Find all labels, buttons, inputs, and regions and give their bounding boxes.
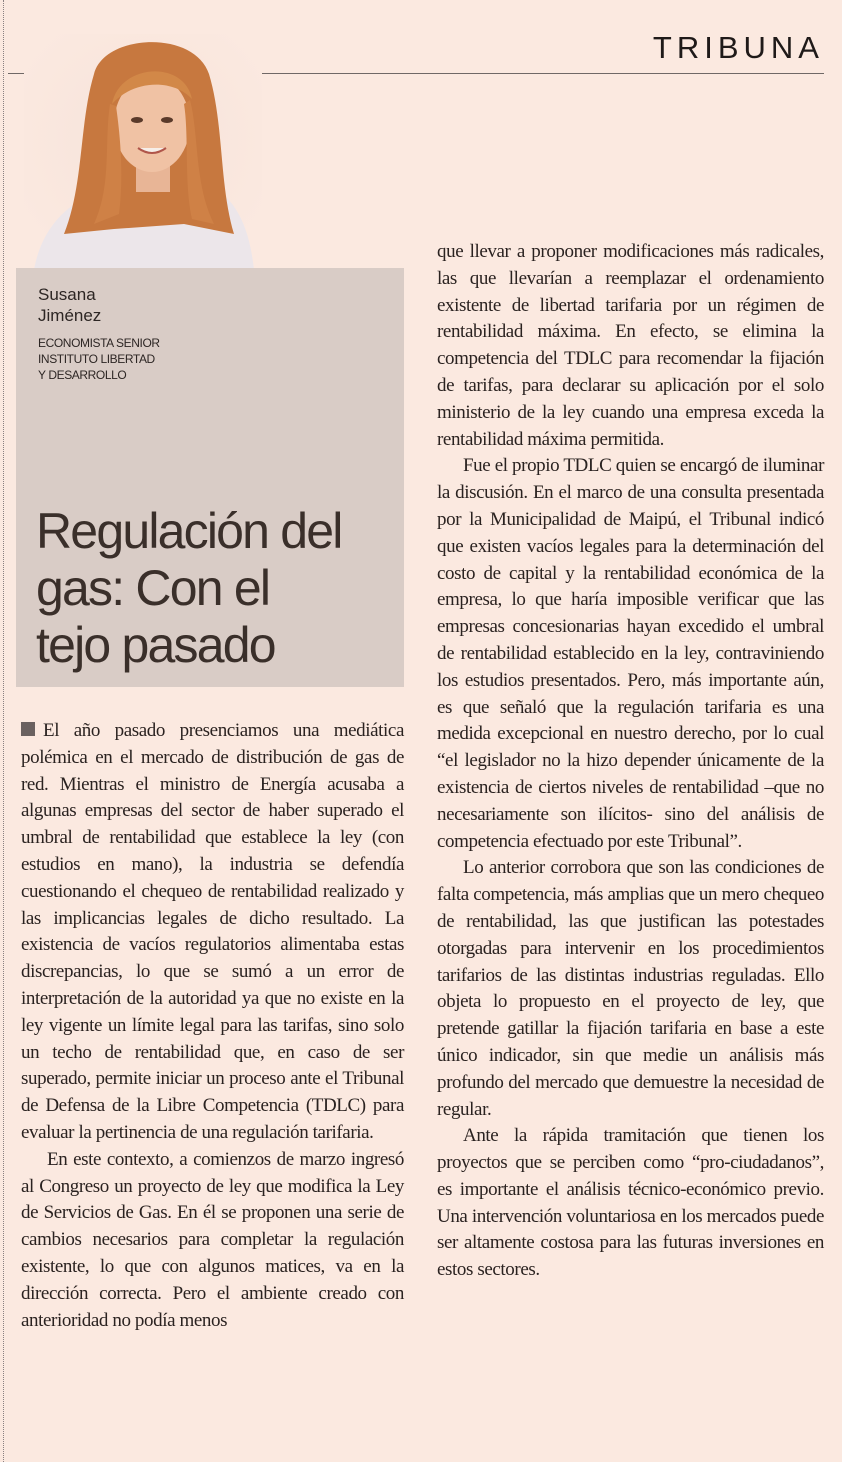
author-role-line: ECONOMISTA SENIOR [38,336,160,350]
article-column-right [437,239,824,1284]
author-photo [24,34,262,270]
paragraph-text: El año pasado presenciamos una mediática polémica en el mercado de distribución de gas de red. Mientras el ministro de Energía acusaba a algunas empresas del sector de haber superado el umbral de rentabilidad que establece la ley (con estudios en mano), la industria se defendía cuestionando el chequeo de rentabilidad realizado y las implicancias legales de dicho resultado. La existencia de vacíos regulatorios alimentaba estas discrepancias, lo que se sumó a un error de interpretación de la autoridad ya que no existe en la ley vigente un límite legal para las tarifas, sino solo un techo de rentabilidad que, en caso de ser superado, permite iniciar un proceso ante el Tribunal de Defensa de la Libre Competencia (TDLC) para evaluar la pertinencia de una regulación tarifaria. [21,720,404,1143]
body-paragraph: Fue el propio TDLC quien se encargó de iluminar la discusión. En el marco de una consulta presentada por la Municipalidad de Maipú, el Tribunal indicó que existen vacíos legales para la determinación del costo de capital y la rentabilidad económica de la empresa, lo que haría imposible verificar que las empresas concesionarias hayan excedido el umbral de rentabilidad establecido en la ley, contraviniendo los estudios presentados. Pero, más importante aún, es que señaló que la regulación tarifaria es una medida excepcional en nuestro derecho, por lo cual “el legislador no la hizo depender únicamente de la existencia de ciertos niveles de rentabilidad –que no necesariamente son ilícitos- sino del análisis de competencia efectuado por este Tribunal”. [437,455,824,852]
author-role [38,335,258,383]
left-margin-rule [3,0,4,1462]
body-paragraph: En este contexto, a comienzos de marzo ingresó al Congreso un proyecto de ley que modifica la Ley de Servicios de Gas. En él se proponen una serie de cambios necesarios para completar la regulación existente, lo que con algunos matices, va en la dirección correcta. Pero el ambiente creado con anterioridad no podía menos [21,1148,404,1331]
headline-line: gas: Con el [36,560,270,616]
author-name [38,284,238,326]
headline-line: Regulación del [36,503,342,559]
author-first-name: Susana [38,285,96,304]
paragraph-bullet-icon [21,722,35,736]
author-last-name: Jiménez [38,306,102,325]
headline [36,503,396,674]
author-role-line: Y DESARROLLO [38,368,127,382]
body-paragraph: que llevar a proponer modificaciones más radicales, las que llevarían a reemplazar el ordenamiento existente de libertad tarifaria por un régimen de rentabilidad máxima. En efecto, se elimina la competencia del TDLC para recomendar la fijación de tarifas, para declarar su aplicación por el solo ministerio de la ley cuando una empresa exceda la rentabilidad máxima permitida. [437,241,824,450]
body-paragraph [21,718,404,1147]
article-column-left [21,718,404,1334]
section-title: TRIBUNA [652,30,824,65]
body-paragraph: Ante la rápida tramitación que tienen los proyectos que se perciben como “pro-ciudadanos”, es importante el análisis técnico-económico previo. Una intervención voluntariosa en los mercados puede ser altamente costosa para las futuras inversiones en estos sectores. [437,1125,824,1281]
body-paragraph: Lo anterior corrobora que son las condiciones de falta competencia, más amplias que un mero chequeo de rentabilidad, las que justifican las potestades otorgadas para intervenir en los procedimientos tarifarios de las distintas industrias reguladas. Ello objeta lo propuesto en el proyecto de ley, que pretende gatillar la fijación tarifaria en base a este único indicador, sin que medie un análisis más profundo del mercado que demuestre la necesidad de regular. [437,857,824,1120]
headline-line: tejo pasado [36,617,275,673]
author-role-line: INSTITUTO LIBERTAD [38,352,155,366]
byline-box [16,268,404,687]
